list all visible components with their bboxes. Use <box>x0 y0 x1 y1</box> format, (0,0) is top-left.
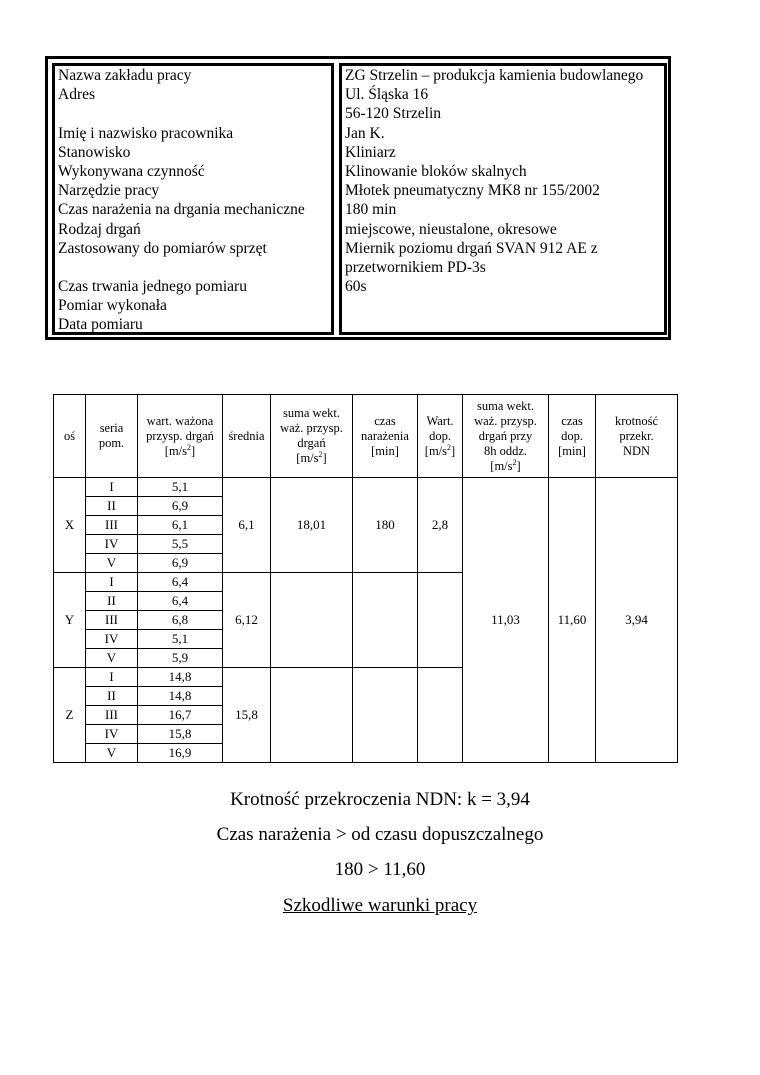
value-cell: 5,5 <box>138 535 223 554</box>
value-cell: 6,9 <box>138 554 223 573</box>
table-row <box>54 478 678 497</box>
header-seria: seria pom. <box>86 395 138 478</box>
value-cell: 6,8 <box>138 611 223 630</box>
info-label: Pomiar wykonała <box>58 297 167 315</box>
series-cell: V <box>86 649 138 668</box>
value-cell: 6,4 <box>138 592 223 611</box>
conclusion-k-value: Krotność przekroczenia NDN: k = 3,94 <box>230 789 530 810</box>
info-label: Imię i nazwisko pracownika <box>58 124 234 142</box>
info-label: Rodzaj drgań <box>58 220 141 238</box>
srednia-cell: 15,8 <box>223 668 271 763</box>
info-values <box>339 63 667 335</box>
info-value <box>342 315 664 334</box>
measurement-table <box>53 394 678 763</box>
krotnosc-cell: 3,94 <box>596 478 678 763</box>
series-cell: IV <box>86 535 138 554</box>
srednia-cell: 6,1 <box>223 478 271 573</box>
czas-cell <box>353 573 418 668</box>
info-value: Klinowanie bloków skalnych <box>345 162 527 180</box>
info-label: Nazwa zakładu pracy <box>58 67 192 84</box>
info-label: Adres <box>58 86 96 104</box>
value-cell: 14,8 <box>138 668 223 687</box>
info-value: 180 min <box>345 201 397 219</box>
info-value: ZG Strzelin – produkcja kamienia budowlanego <box>345 67 644 84</box>
info-label: Zastosowany do pomiarów sprzęt <box>58 239 267 257</box>
info-value: Miernik poziomu drgań SVAN 912 AE z <box>345 239 598 257</box>
info-label <box>55 258 331 277</box>
series-cell: III <box>86 706 138 725</box>
value-cell: 5,1 <box>138 630 223 649</box>
header-wart-dop: Wart. dop. $[m/s^2]$ <box>418 395 463 478</box>
series-cell: IV <box>86 630 138 649</box>
info-value: miejscowe, nieustalone, okresowe <box>345 220 557 238</box>
info-label: Czas trwania jednego pomiaru <box>58 278 247 296</box>
header-czas-dop: czas dop. [min] <box>549 395 596 478</box>
srednia-cell: 6,12 <box>223 573 271 668</box>
value-cell: 16,7 <box>138 706 223 725</box>
header-srednia: średnia <box>223 395 271 478</box>
header-czas: czas narażenia [min] <box>353 395 418 478</box>
series-cell: V <box>86 554 138 573</box>
info-value <box>342 296 664 315</box>
header-os: oś <box>54 395 86 478</box>
series-cell: I <box>86 573 138 592</box>
series-cell: V <box>86 744 138 763</box>
suma-8h-cell: 11,03 <box>463 478 549 763</box>
header-wart: wart. ważona przysp. drgań $[m/s^2]$ <box>138 395 223 478</box>
value-cell: 6,9 <box>138 497 223 516</box>
info-label: Data pomiaru <box>58 316 143 334</box>
value-cell: 15,8 <box>138 725 223 744</box>
series-cell: II <box>86 687 138 706</box>
value-cell: 6,4 <box>138 573 223 592</box>
axis-cell: X <box>54 478 86 573</box>
czas-cell <box>353 668 418 763</box>
info-label <box>55 104 331 123</box>
info-value: Ul. Śląska 16 <box>345 86 429 104</box>
info-value: przetwornikiem PD-3s <box>345 258 486 276</box>
czas-dop-cell: 11,60 <box>549 478 596 763</box>
info-box <box>45 56 671 340</box>
info-value: 56-120 Strzelin <box>345 105 441 123</box>
info-value: Kliniarz <box>345 143 396 161</box>
wart-dop-cell <box>418 668 463 763</box>
header-suma: suma wekt. waż. przysp. drgań $[m/s^2]$ <box>271 395 353 478</box>
info-value: Młotek pneumatyczny MK8 nr 155/2002 <box>345 182 600 200</box>
conclusion-exposure: Czas narażenia > od czasu dopuszczalnego <box>216 824 544 845</box>
series-cell: IV <box>86 725 138 744</box>
wart-dop-cell: 2,8 <box>418 478 463 573</box>
series-cell: II <box>86 497 138 516</box>
header-krotnosc: krotność przekr. NDN <box>596 395 678 478</box>
info-labels <box>52 63 334 335</box>
suma-cell <box>271 668 353 763</box>
czas-cell: 180 <box>353 478 418 573</box>
series-cell: I <box>86 478 138 497</box>
table-header-row <box>54 395 678 478</box>
header-suma-8h: suma wekt. waż. przysp. drgań przy 8h oddz. $[m/s^2]$ <box>463 395 549 478</box>
value-cell: 14,8 <box>138 687 223 706</box>
series-cell: III <box>86 611 138 630</box>
series-cell: III <box>86 516 138 535</box>
info-label: Stanowisko <box>58 143 131 161</box>
value-cell: 5,9 <box>138 649 223 668</box>
axis-cell: Y <box>54 573 86 668</box>
suma-cell: 18,01 <box>271 478 353 573</box>
suma-cell <box>271 573 353 668</box>
axis-cell: Z <box>54 668 86 763</box>
conclusion-comparison: 180 > 11,60 <box>334 859 426 880</box>
info-label: Wykonywana czynność <box>58 162 205 180</box>
info-value: 60s <box>345 278 367 296</box>
value-cell: 16,9 <box>138 744 223 763</box>
info-value: Jan K. <box>345 124 385 142</box>
value-cell: 5,1 <box>138 478 223 497</box>
series-cell: I <box>86 668 138 687</box>
info-label: Czas narażenia na drgania mechaniczne <box>58 201 305 219</box>
info-label: Narzędzie pracy <box>58 182 160 200</box>
series-cell: II <box>86 592 138 611</box>
wart-dop-cell <box>418 573 463 668</box>
conclusion-verdict: Szkodliwe warunki pracy <box>282 895 478 916</box>
value-cell: 6,1 <box>138 516 223 535</box>
